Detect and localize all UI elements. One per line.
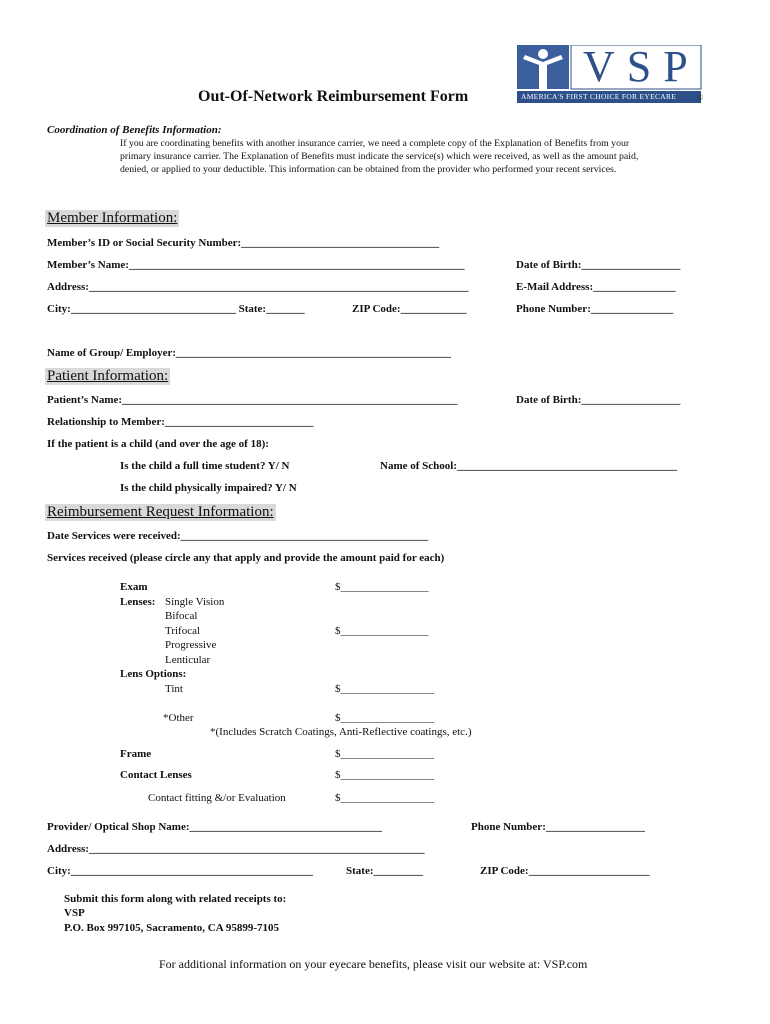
member-phone-field[interactable]: Phone Number:_______________: [516, 303, 674, 315]
frame-label: Frame: [120, 748, 152, 760]
full-time-student-question[interactable]: Is the child a full time student? Y/ N: [120, 460, 290, 472]
member-id-field[interactable]: Member’s ID or Social Security Number:____________________________________: [47, 237, 440, 249]
progressive-option[interactable]: Progressive: [165, 639, 217, 651]
contact-fitting-amount-field[interactable]: $_________________: [335, 792, 434, 804]
other-option[interactable]: *Other: [163, 712, 194, 724]
provider-phone-field[interactable]: Phone Number:__________________: [471, 821, 645, 833]
member-section-heading: Member Information:: [47, 210, 178, 226]
member-dob-field[interactable]: Date of Birth:__________________: [516, 259, 681, 271]
contact-lenses-label: Contact Lenses: [120, 769, 192, 781]
bifocal-option[interactable]: Bifocal: [165, 610, 198, 622]
other-note: *(Includes Scratch Coatings, Anti-Reflective coatings, etc.): [210, 726, 472, 738]
patient-dob-field[interactable]: Date of Birth:__________________: [516, 394, 681, 406]
provider-state-field[interactable]: State:_________: [346, 865, 423, 877]
logo-tagline: AMERICA'S FIRST CHOICE FOR EYECARE: [521, 92, 677, 101]
other-amount-field[interactable]: $_________________: [335, 712, 434, 724]
coordination-line-1: If you are coordinating benefits with another insurance carrier, we need a complete copy of the Explanation of Benefits from your: [120, 138, 630, 149]
patient-name-field[interactable]: Patient’s Name:_____________________________________________________________: [47, 394, 458, 406]
provider-name-field[interactable]: Provider/ Optical Shop Name:___________________________________: [47, 821, 382, 833]
submit-address: P.O. Box 997105, Sacramento, CA 95899-7105: [64, 922, 280, 934]
child-question: If the patient is a child (and over the age of 18):: [47, 438, 269, 450]
member-zip-field[interactable]: ZIP Code:____________: [352, 303, 467, 315]
tint-option[interactable]: Tint: [165, 683, 183, 695]
tint-amount-field[interactable]: $_________________: [335, 683, 434, 695]
exam-amount-field[interactable]: $________________: [335, 581, 429, 593]
frame-amount-field[interactable]: $_________________: [335, 748, 434, 760]
member-name-field[interactable]: Member’s Name:_____________________________________________________________: [47, 259, 465, 271]
member-city-state-field[interactable]: City:______________________________ State:_______: [47, 303, 305, 315]
school-name-field[interactable]: Name of School:________________________________________: [380, 460, 677, 472]
submit-org: VSP: [64, 907, 85, 919]
footer-note: For additional information on your eyecare benefits, please visit our website at: VSP.com: [159, 957, 588, 971]
services-instruction: Services received (please circle any that apply and provide the amount paid for each): [47, 552, 445, 564]
reimbursement-section-heading: Reimbursement Request Information:: [47, 504, 274, 520]
patient-section-heading: Patient Information:: [47, 368, 169, 384]
relationship-field[interactable]: Relationship to Member:___________________________: [47, 416, 314, 428]
coordination-line-3: denied, or applied to your deductible. This information can be obtained from the provider who performed your recent services.: [120, 164, 617, 175]
coordination-line-2: primary insurance carrier. The Explanation of Benefits must indicate the service(s) which were received, as well as the amount paid,: [120, 151, 639, 162]
group-employer-field[interactable]: Name of Group/ Employer:__________________________________________________: [47, 347, 452, 359]
coordination-heading: Coordination of Benefits Information:: [47, 124, 222, 136]
form-title: Out-Of-Network Reimbursement Form: [198, 88, 469, 105]
physically-impaired-question[interactable]: Is the child physically impaired? Y/ N: [120, 482, 297, 494]
submit-instruction: Submit this form along with related receipts to:: [64, 893, 287, 905]
contact-fitting-label: Contact fitting &/or Evaluation: [148, 792, 286, 804]
exam-label: Exam: [120, 581, 148, 593]
provider-city-field[interactable]: City:____________________________________________: [47, 865, 313, 877]
lens-options-label: Lens Options:: [120, 668, 187, 680]
logo-registered: ®: [697, 93, 704, 102]
logo-text: VSP: [583, 42, 700, 91]
member-address-field[interactable]: Address:_____________________________________________________________________: [47, 281, 469, 293]
contact-lenses-amount-field[interactable]: $_________________: [335, 769, 434, 781]
vsp-logo: [517, 42, 705, 105]
lenses-label: Lenses:: [120, 596, 156, 608]
date-services-field[interactable]: Date Services were received:_____________________________________________: [47, 530, 429, 542]
single-vision-option[interactable]: Single Vision: [165, 596, 225, 608]
member-email-field[interactable]: E-Mail Address:_______________: [516, 281, 676, 293]
trifocal-option[interactable]: Trifocal: [165, 625, 201, 637]
lenses-amount-field[interactable]: $________________: [335, 625, 429, 637]
provider-address-field[interactable]: Address:_____________________________________________________________: [47, 843, 425, 855]
provider-zip-field[interactable]: ZIP Code:______________________: [480, 865, 650, 877]
lenticular-option[interactable]: Lenticular: [165, 654, 211, 666]
